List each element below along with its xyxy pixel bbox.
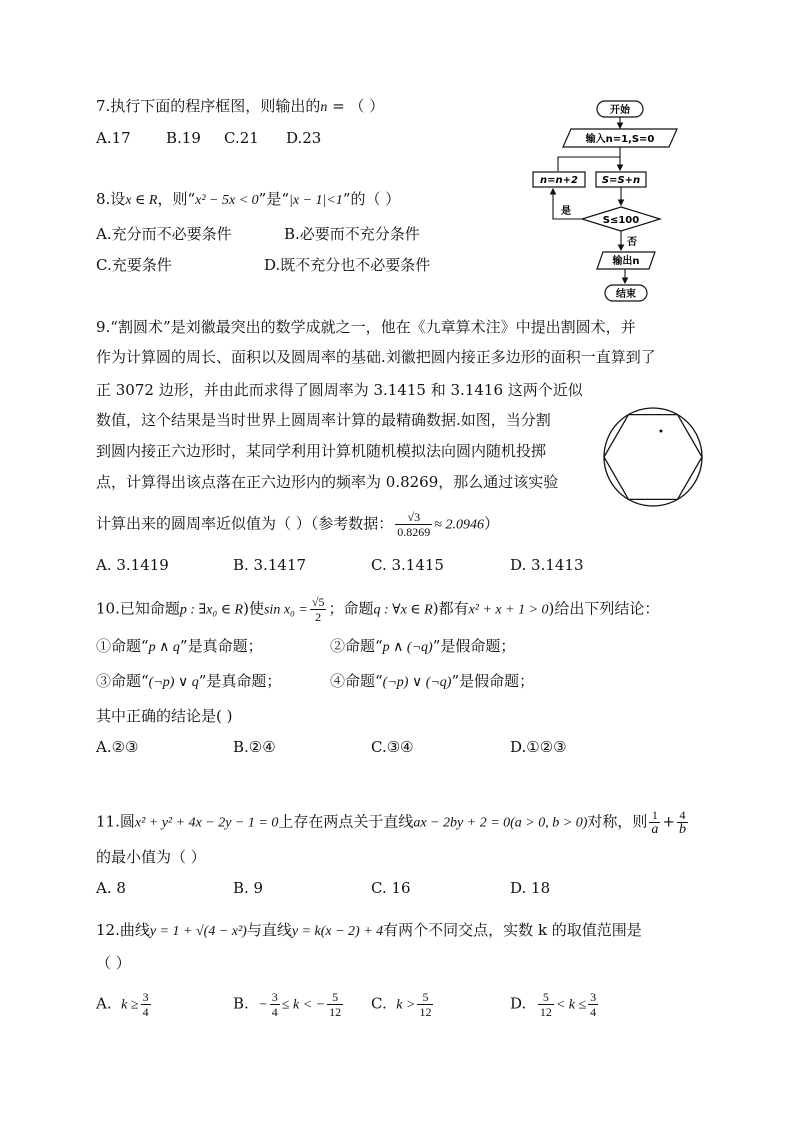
q10-item-1 <box>96 636 263 658</box>
q9-frac-den: 0.8269 <box>397 525 431 539</box>
q10-option-c: C.③④ <box>371 738 414 756</box>
q11-f2-den: b <box>678 822 686 837</box>
q11-line-2: 的最小值为（ ） <box>96 848 206 866</box>
flow-update-s-label: S=S+n <box>601 175 641 186</box>
q10-item1-m: p ∧ q <box>148 640 180 655</box>
flow-input-label: 输入n=1,S=0 <box>585 134 655 145</box>
flow-start-label: 开始 <box>610 105 630 116</box>
q10-item-3 <box>96 671 281 693</box>
q12-text-a: 12.曲线 <box>96 921 150 939</box>
q9-option-c: C. 3.1415 <box>371 556 444 574</box>
q11-plus: + <box>662 812 675 831</box>
q12-opt-d-frac-2 <box>588 990 598 1019</box>
flow-end-label: 结束 <box>616 289 636 300</box>
q12-opt-a-label: A. <box>96 994 112 1013</box>
q8-option-c: C.充要条件 <box>96 256 172 274</box>
q11-option-c: C. 16 <box>371 879 411 897</box>
q12-opt-c-num: 5 <box>417 990 433 1005</box>
q10-option-d: D.①②③ <box>510 738 567 756</box>
q11-text-c: 对称，则 <box>587 812 648 831</box>
q10-item2-a: ②命题“ <box>330 637 383 655</box>
q12-option-c <box>371 990 435 1019</box>
q10-stem <box>96 595 659 624</box>
q10-item2-m: p ∧ (¬q) <box>382 640 433 655</box>
q10-text-d: )都有 <box>432 599 469 618</box>
q9-option-a: A. 3.1419 <box>96 556 169 574</box>
q10-math-q: q : ∀x ∈ R <box>373 602 433 618</box>
q12-opt-d-frac-1 <box>538 990 554 1019</box>
q10-item3-b: ”是真命题； <box>198 672 282 690</box>
q10-math-poly: x² + x + 1 > 0 <box>468 602 549 618</box>
q12-opt-b-n2: 5 <box>327 990 343 1005</box>
q12-math-line: y = k(x − 2) + 4 <box>291 924 384 939</box>
q8-option-b: B.必要而不充分条件 <box>284 225 420 243</box>
q12-text-b: 与直线 <box>246 921 292 939</box>
hexagon-in-circle-figure <box>601 405 705 509</box>
q7-text: 7.执行下面的程序框图，则输出的 <box>96 97 321 115</box>
q11-stem <box>96 808 690 837</box>
q12-option-b <box>233 990 345 1019</box>
flow-yes-label: 是 <box>561 206 571 217</box>
q7-stem <box>96 96 384 118</box>
q12-opt-a-math: k ≥ <box>121 997 139 1013</box>
q7-option-c: C.21 <box>224 129 259 147</box>
q10-frac-den: 2 <box>315 610 322 624</box>
q9-line-2: 作为计算圆的周长、面积以及圆周率的基础.刘徽把圆内接正多边形的面积一直算到了 <box>96 348 656 366</box>
q11-text-a: 11.圆 <box>96 812 135 831</box>
q12-option-d <box>510 990 600 1019</box>
figure-circle <box>604 408 702 506</box>
q7-option-a: A.17 <box>96 129 131 147</box>
q12-opt-a-frac <box>141 990 151 1019</box>
q8-text-a: 8.设 <box>96 190 126 208</box>
q12-opt-a-num: 3 <box>142 990 149 1004</box>
q8-text-b: ，则“ <box>157 190 196 208</box>
q9-fraction <box>395 510 432 539</box>
q10-fraction <box>310 595 327 624</box>
q11-option-b: B. 9 <box>233 879 264 897</box>
q12-opt-b-n1: 3 <box>271 990 278 1004</box>
q10-item1-a: ①命题“ <box>96 637 149 655</box>
q12-text-c: 有两个不同交点，实数 k 的取值范围是 <box>383 921 642 939</box>
q12-opt-d-n1: 5 <box>538 990 554 1005</box>
q12-opt-d-label: D. <box>510 994 527 1013</box>
q12-opt-b-d1: 4 <box>271 1005 278 1019</box>
q9-line-4: 数值，这个结果是当时世界上圆周率计算的最精确数据.如图，当分割 <box>96 411 551 429</box>
q11-option-d: D. 18 <box>510 879 551 897</box>
figure-hexagon <box>604 415 702 500</box>
q12-opt-b-label: B. <box>233 994 249 1013</box>
q10-item1-b: ”是真命题； <box>179 637 263 655</box>
q10-option-b: B.②④ <box>233 738 276 756</box>
q12-opt-d-d2: 4 <box>590 1005 597 1019</box>
flowchart <box>525 95 690 305</box>
q10-option-a: A.②③ <box>96 738 139 756</box>
q10-item4-a: ④命题“ <box>330 672 383 690</box>
q12-opt-a-den: 4 <box>142 1005 149 1019</box>
q10-item-4 <box>330 671 534 693</box>
q12-opt-c-den: 12 <box>419 1005 432 1019</box>
q7-option-b: B.19 <box>166 129 201 147</box>
q7-tail: = （ ） <box>327 97 385 115</box>
q11-option-a: A. 8 <box>96 879 126 897</box>
q8-math-b: x² − 5x < 0 <box>195 193 259 208</box>
q9-option-b: B. 3.1417 <box>233 556 307 574</box>
q10-item2-b: ”是假命题； <box>432 637 516 655</box>
q9-approx: ≈ 2.0946 <box>434 517 484 533</box>
q12-opt-d-d1: 12 <box>539 1005 552 1019</box>
q12-option-a <box>96 990 153 1019</box>
q8-option-d: D.既不充分也不必要条件 <box>264 256 431 274</box>
q8-math-a: x ∈ R <box>125 193 158 208</box>
q10-math-p: p : ∃x₀ ∈ R <box>179 602 244 618</box>
q10-text-c: ；命题 <box>328 599 374 618</box>
q12-math-curve: y = 1 + √(4 − x²) <box>149 924 247 939</box>
q10-text-a: 10.已知命题 <box>96 599 180 618</box>
q11-math-line: ax − 2by + 2 = 0(a > 0, b > 0) <box>413 815 588 831</box>
q10-text-b: )使 <box>243 599 264 618</box>
q12-opt-c-math: k > <box>396 997 416 1013</box>
q12-opt-b-frac-2 <box>327 990 343 1019</box>
q9-line-1: 9.“割圆术”是刘徽最突出的数学成就之一，他在《九章算术注》中提出割圆术，并 <box>96 318 636 336</box>
q10-text-e: )给出下列结论： <box>548 599 660 618</box>
q12-opt-c-label: C. <box>371 994 387 1013</box>
flow-condition-label: S≤100 <box>602 215 640 226</box>
q12-stem <box>96 920 642 942</box>
flow-output-label: 输出n <box>612 256 640 267</box>
q12-opt-b-d2: 12 <box>329 1005 342 1019</box>
q10-item4-m: (¬p) ∨ (¬q) <box>382 675 452 690</box>
q11-f1-den: a <box>651 822 659 837</box>
q10-math-sin: sin x₀ = <box>263 602 308 618</box>
q11-frac-1 <box>649 808 660 837</box>
q10-item4-b: ”是假命题； <box>451 672 535 690</box>
q7-math: n <box>320 100 328 115</box>
q9-line-6: 点，计算得出该点落在正六边形内的频率为 0.8269，那么通过该实验 <box>96 473 559 491</box>
q10-item3-a: ③命题“ <box>96 672 149 690</box>
q9-line-3: 正 3072 边形，并由此而求得了圆周率为 3.1415 和 3.1416 这两个近似 <box>96 381 583 399</box>
q12-opt-b-frac-1 <box>270 990 280 1019</box>
q10-frac-num: √5 <box>311 595 325 609</box>
q8-text-d: ”的（ ） <box>342 190 401 208</box>
q8-option-a: A.充分而不必要条件 <box>96 225 232 243</box>
flow-update-n-label: n=n+2 <box>540 175 578 186</box>
q10-item3-m: (¬p) ∨ q <box>148 675 199 690</box>
q11-f2-num: 4 <box>677 808 688 823</box>
q12-opt-b-pre: − <box>258 997 268 1013</box>
q9-line-5: 到圆内接正六边形时，某同学利用计算机随机模拟法向圆内随机投掷 <box>96 442 547 460</box>
q9-line-7 <box>96 510 499 539</box>
figure-dot <box>660 430 663 433</box>
q9-option-d: D. 3.1413 <box>510 556 584 574</box>
q10-item-2 <box>330 636 515 658</box>
q9-frac-num: √3 <box>395 510 432 525</box>
q12-opt-c-frac <box>417 990 433 1019</box>
q8-text-c: ”是“ <box>258 190 289 208</box>
q11-f1-num: 1 <box>649 808 660 823</box>
q8-stem <box>96 189 400 211</box>
q8-math-c: |x − 1|<1 <box>289 193 343 208</box>
q12-opt-b-mid: ≤ k < − <box>281 997 326 1013</box>
q9-last-line-text: 计算出来的圆周率近似值为（ ）（参考数据： <box>96 514 394 533</box>
q11-text-b: 上存在两点关于直线 <box>278 812 414 831</box>
q10-conclusion: 其中正确的结论是( ) <box>96 707 233 725</box>
q12-line-2: （ ） <box>96 954 131 972</box>
q11-math-circle: x² + y² + 4x − 2y − 1 = 0 <box>134 815 279 831</box>
q9-close: ） <box>483 514 499 533</box>
q12-opt-d-n2: 3 <box>590 990 597 1004</box>
q12-opt-d-mid: < k ≤ <box>555 997 587 1013</box>
flow-no-label: 否 <box>627 237 637 248</box>
q7-option-d: D.23 <box>286 129 322 147</box>
q11-frac-2 <box>677 808 688 837</box>
